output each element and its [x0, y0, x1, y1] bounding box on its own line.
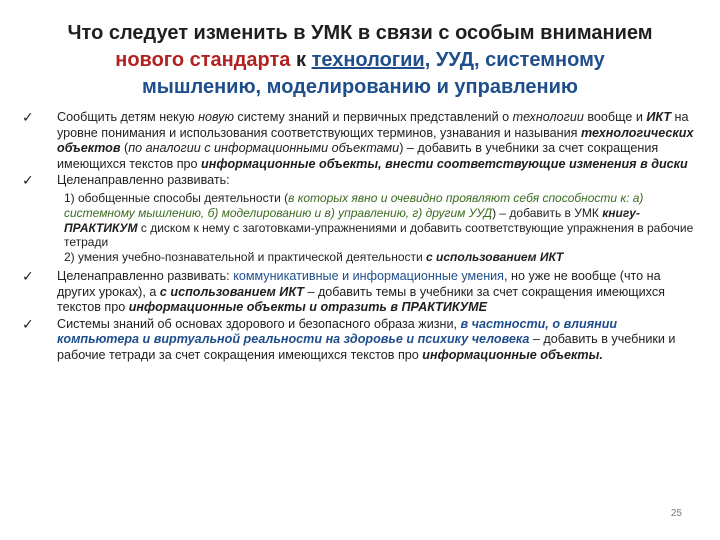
bullet-item-1	[22, 110, 698, 172]
text: Целенаправленно развивать:	[57, 173, 230, 188]
text-strong: технологических объектов	[57, 125, 694, 156]
title-line-1: Что следует изменить в УМК в связи с особым вниманием	[67, 22, 653, 44]
text: Целенаправленно развивать:	[57, 268, 234, 283]
text: Системы знаний об основах здорового и безопасного образа жизни,	[57, 316, 461, 331]
checkmark-icon: ✓	[22, 315, 34, 332]
title-link-technology[interactable]: технологии,	[311, 49, 431, 71]
bullet-item-3	[22, 269, 698, 316]
text-strong: ИКТ	[646, 110, 672, 124]
text-strong: информационные объекты.	[422, 347, 603, 362]
text: ) – добавить в учебники за счет сокращения имеющихся текстов про	[57, 141, 659, 171]
text: вообще и	[583, 110, 647, 124]
bullet-item-4	[22, 317, 698, 364]
text: – добавить темы в учебники за счет сокращения имеющихся текстов про	[57, 284, 665, 315]
text-em: в которых явно и очевидно проявляют себя способности к: а) системному мышлению, б) моделированию и в) управлению, г) другим УУД	[64, 190, 644, 220]
sub-item-2	[64, 250, 698, 265]
text-strong: с использованием ИКТ	[426, 250, 564, 265]
text: Сообщить детям некую	[57, 110, 199, 124]
bullet-list	[22, 110, 698, 365]
title-highlight: нового стандарта	[115, 49, 291, 71]
text: , но уже не вообще (что на других уроках), а	[57, 268, 661, 299]
text: 1) обобщенные способы деятельности (	[64, 190, 289, 205]
sub-list	[22, 191, 698, 265]
text-strong: информационные объекты и отразить в ПРАКТИКУМЕ	[128, 300, 488, 315]
checkmark-icon: ✓	[22, 267, 34, 284]
text-strong: в частности, о влиянии компьютера и виртуальной реальности на здоровье и психику человека	[57, 316, 618, 347]
text: (	[120, 141, 129, 156]
sub-item-1	[64, 191, 698, 250]
text: ) – добавить в УМК	[492, 205, 603, 220]
slide-title	[40, 20, 680, 101]
text: на уровне понимания и использования соответствующих терминов, узнавания и называния	[57, 110, 689, 140]
text-strong: с использованием ИКТ	[159, 284, 304, 299]
bullet-item-2	[22, 173, 698, 189]
title-rest: УУД, системному	[430, 49, 605, 71]
title-line-2	[40, 47, 680, 74]
text-em: по аналогии с информационными объектами	[128, 141, 400, 156]
text-em: технологии	[512, 110, 584, 124]
text-strong: книгу-ПРАКТИКУМ	[64, 205, 640, 235]
text: 2) умения учебно-познавательной и практической деятельности	[64, 250, 427, 265]
text-strong: информационные объекты, внести соответствующие изменения в диски	[201, 156, 688, 171]
text: систему знаний и первичных представлений о	[233, 110, 513, 124]
checkmark-icon: ✓	[22, 109, 34, 125]
text-em: новую	[198, 110, 234, 124]
title-line-3: мышлению, моделированию и управлению	[141, 76, 579, 98]
page-number: 25	[670, 508, 682, 519]
title-connector: к	[290, 49, 312, 71]
text: – добавить в учебники и рабочие тетради за счет сокращения имеющихся текстов про	[57, 332, 676, 362]
checkmark-icon: ✓	[22, 172, 34, 189]
text-highlight: коммуникативные и информационные умения	[233, 268, 505, 283]
text: с диском к нему с заготовками-упражнениями и добавить соответствующие упражнения в рабочие тетради	[64, 220, 694, 250]
